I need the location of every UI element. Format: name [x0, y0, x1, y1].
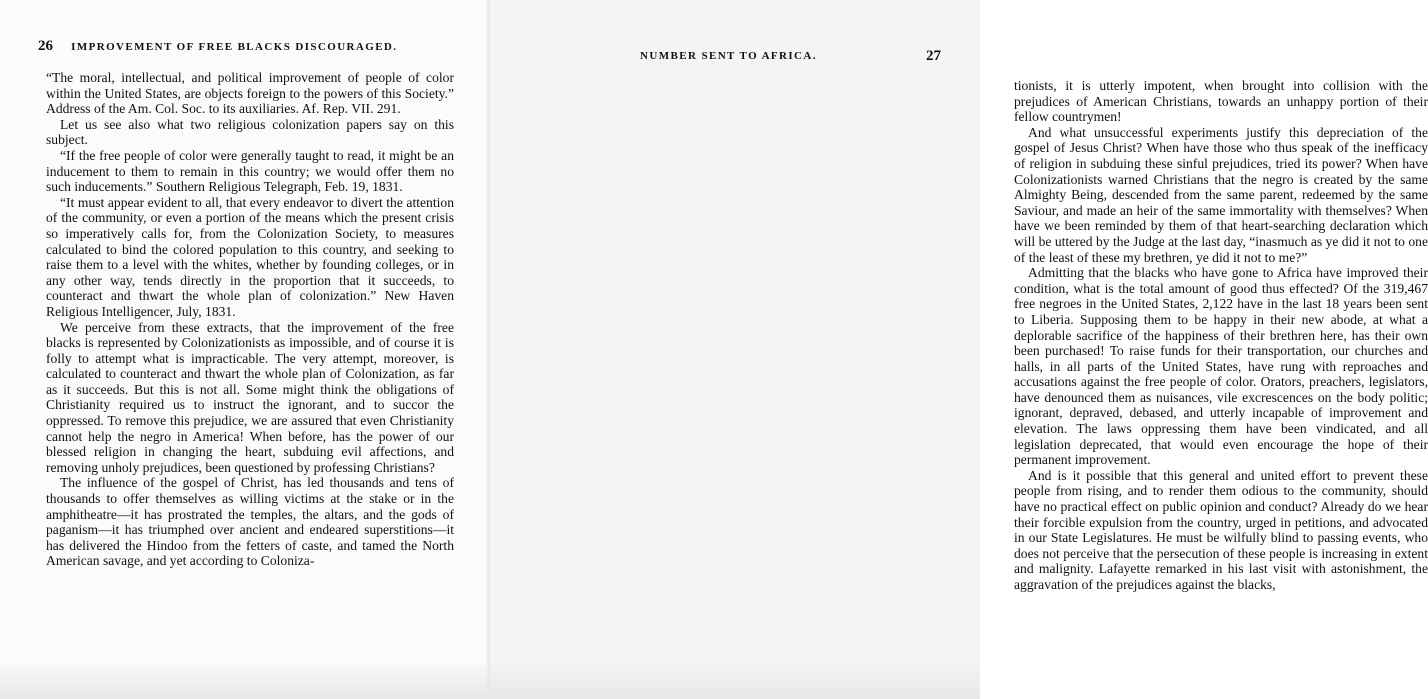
- paragraph: tionists, it is utterly impotent, when brought into collision with the prejudices of American Christians, towards an unhappy portion of their fellow countrymen!: [1014, 78, 1428, 125]
- paragraph: “The moral, intellectual, and political improvement of people of color within the United States, are objects foreign to the powers of this Society.” Address of the Am. Col. Soc. to its auxiliaries. Af. Rep. VII. 291.: [46, 70, 454, 117]
- left-page-header: [38, 38, 458, 55]
- left-running-head: IMPROVEMENT OF FREE BLACKS DISCOURAGED.: [71, 41, 398, 53]
- paragraph: And what unsuccessful experiments justify this depreciation of the gospel of Jesus Christ? When have those who thus speak of the inefficacy of religion in subduing these sinful prejudices, tried its power? When have Colonizationists warned Christians that the negro is created by the same Almighty Being, descended from the same parent, redeemed by the same Saviour, and made an heir of the same immortality with themselves? When have we been reminded by them of that heart-searching declaration which will be uttered by the Judge at the last day, “inasmuch as ye did it not to one of the least of these my brethren, ye did it not to me?”: [1014, 124, 1428, 265]
- paragraph: Admitting that the blacks who have gone to Africa have improved their condition, what is the total amount of good thus effected? Of the 319,467 free negroes in the United States, 2,122 have in the last 18 years been sent to Liberia. Supposing them to be happy in their new abode, at what a deplorable sacrifice of the happiness of their brethren here, has their own been purchased! To raise funds for their transportation, our churches and halls, in all parts of the United States, have rung with reproaches and accusations against the free people of color. Orators, preachers, legislators, have denounced them as nuisances, vile excrescences on the body politic; ignorant, depraved, debased, and utterly incapable of improvement and elevation. The laws oppressing them have been vindicated, and all legislation deprecated, that would even encourage the hope of their permanent improvement.: [1014, 265, 1428, 468]
- right-page-text: [1014, 78, 1428, 593]
- paragraph: “If the free people of color were generally taught to read, it might be an inducement to them to remain in this country; we would offer them no such inducements.” Southern Religious Telegraph, Feb. 19, 1831.: [46, 147, 454, 195]
- right-running-head: NUMBER SENT TO AFRICA.: [640, 50, 817, 62]
- right-page-header: [640, 50, 940, 62]
- left-page: [0, 0, 490, 699]
- paragraph: The influence of the gospel of Christ, has led thousands and tens of thousands to offer themselves as willing victims at the stake or in the amphitheatre—it has prostrated the temples, the altars, and the gods of paganism—it has triumphed over ancient and endeared superstitions—it has delivered the Hindoo from the fetters of caste, and tamed the North American savage, and yet according to Coloniza-: [46, 475, 454, 569]
- left-page-number: 26: [38, 38, 53, 54]
- paragraph: Let us see also what two religious colonization papers say on this subject.: [46, 116, 454, 148]
- right-page: [490, 0, 1428, 699]
- page-bottom-shadow: [0, 660, 980, 699]
- paragraph: “It must appear evident to all, that every endeavor to divert the attention of the community, or even a portion of the means which the present crisis so imperatively calls for, from the Colonization Society, to measures calculated to bind the colored population to this country, and seeking to raise them to a level with the whites, whether by founding colleges, or in any other way, tends directly in the proportion that it succeeds, to counteract and thwart the whole plan of colonization.” New Haven Religious Intelligencer, July, 1831.: [46, 194, 454, 319]
- right-page-number: 27: [926, 48, 941, 64]
- paragraph: We perceive from these extracts, that the improvement of the free blacks is represented by Colonizationists as impossible, and of course it is folly to attempt what is impracticable. The very attempt, moreover, is calculated to counteract and thwart the whole plan of Colonization, as far as it succeeds. But this is not all. Some might think the obligations of Christianity required us to instruct the ignorant, and to succor the oppressed. To remove this prejudice, we are assured that even Christianity cannot help the negro in America! When before, has the power of our blessed religion in changing the heart, subduing evil affections, and removing unholy prejudices, been questioned by professing Christians?: [46, 319, 454, 475]
- paragraph: And is it possible that this general and united effort to prevent these people from rising, and to render them odious to the community, should have no practical effect on public opinion and conduct? Already do we hear their forcible expulsion from the country, urged in petitions, and advocated in our State Legislatures. He must be wilfully blind to passing events, who does not perceive that the persecution of these people is increasing in extent and malignity. Lafayette remarked in his last visit with astonishment, the aggravation of the prejudices against the blacks,: [1014, 467, 1428, 592]
- left-page-text: [46, 70, 454, 569]
